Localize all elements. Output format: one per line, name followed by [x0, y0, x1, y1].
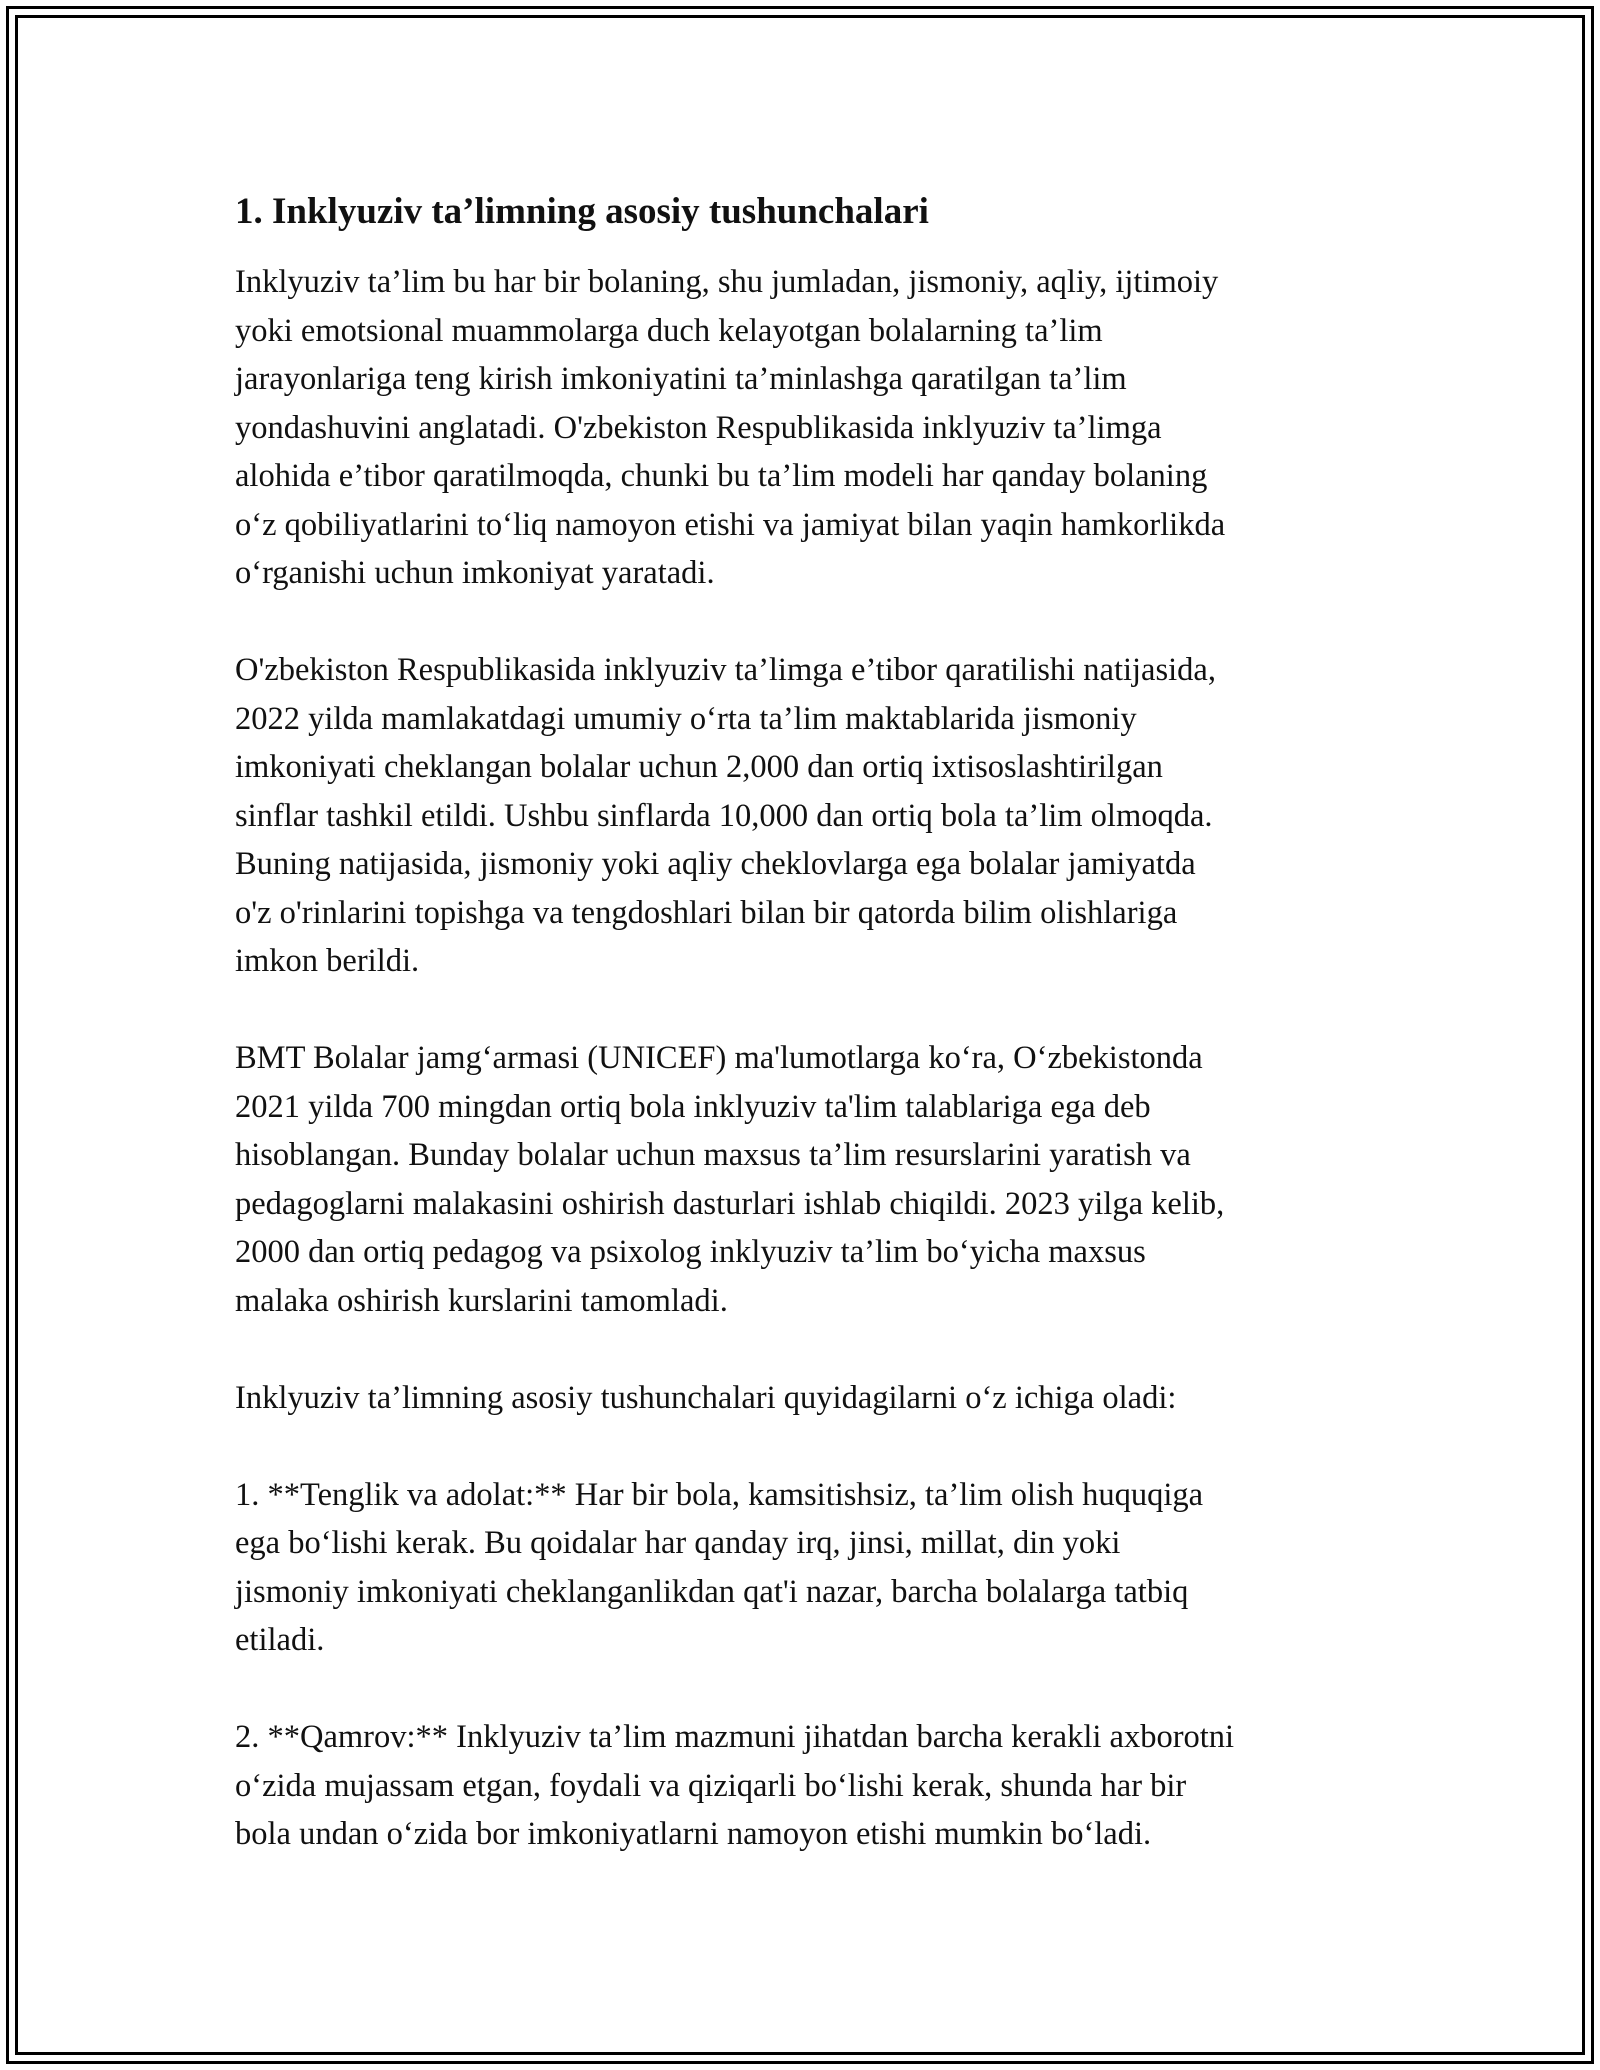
text-line: etiladi. — [235, 1622, 325, 1658]
document-body — [235, 188, 1385, 1907]
paragraph-unicef — [235, 1034, 1385, 1325]
text-line: 1. **Tenglik va adolat:** Har bir bola, kamsitishsiz, ta’lim olish huquqiga — [235, 1476, 1204, 1513]
text-line: Buning natijasida, jismoniy yoki aqliy cheklovlarga ega bolalar jamiyatda — [235, 846, 1196, 882]
text-line: 2. **Qamrov:** Inklyuziv ta’lim mazmuni jihatdan barcha kerakli axborotni — [235, 1719, 1235, 1755]
text-line: o‘z qobiliyatlarini to‘liq namoyon etishi va jamiyat bilan yaqin hamkorlikda — [235, 506, 1226, 543]
text-line: yoki emotsional muammolarga duch kelayotgan bolalarning ta’lim — [235, 312, 1103, 349]
text-line: o‘zida mujassam etgan, foydali va qiziqarli bo‘lishi kerak, shunda har bir — [235, 1767, 1187, 1804]
text-line: ega bo‘lishi kerak. Bu qoidalar har qanday irq, jinsi, millat, din yoki — [235, 1525, 1121, 1561]
text-line: BMT Bolalar jamg‘armasi (UNICEF) ma'lumotlarga ko‘ra, O‘zbekistonda — [235, 1040, 1203, 1076]
text-line: malaka oshirish kurslarini tamomladi. — [235, 1282, 728, 1319]
text-line: 2021 yilda 700 mingdan ortiq bola inklyuziv ta'lim talablariga ega deb — [235, 1088, 1151, 1125]
text-line: sinflar tashkil etildi. Ushbu sinflarda 10,000 dan ortiq bola ta’lim olmoqda. — [235, 797, 1213, 834]
section-heading: 1. Inklyuziv ta’limning asosiy tushunchalari — [235, 191, 929, 232]
text-line: alohida e’tibor qaratilmoqda, chunki bu ta’lim modeli har qanday bolaning — [235, 458, 1208, 494]
text-line: 2000 dan ortiq pedagog va psixolog inklyuziv ta’lim bo‘yicha maxsus — [235, 1234, 1146, 1270]
text-line: bola undan o‘zida bor imkoniyatlarni namoyon etishi mumkin bo‘ladi. — [235, 1816, 1152, 1852]
text-line: o‘rganishi uchun imkoniyat yaratadi. — [235, 555, 715, 591]
text-line: imkon berildi. — [235, 943, 420, 979]
text-line: pedagoglarni malakasini oshirish dasturlari ishlab chiqildi. 2023 yilga kelib, — [235, 1185, 1225, 1222]
text-line: Inklyuziv ta’limning asosiy tushunchalari quyidagilarni o‘z ichiga oladi: — [235, 1379, 1177, 1416]
text-line: yondashuvini anglatadi. O'zbekiston Respublikasida inklyuziv ta’limga — [235, 409, 1162, 446]
text-line: imkoniyati cheklangan bolalar uchun 2,000 dan ortiq ixtisoslashtirilgan — [235, 749, 1163, 785]
list-item-equality — [235, 1471, 1385, 1665]
text-line: Inklyuziv ta’lim bu har bir bolaning, shu jumladan, jismoniy, aqliy, ijtimoiy — [235, 264, 1219, 300]
text-line: jarayonlariga teng kirish imkoniyatini ta’minlashga qaratilgan ta’lim — [235, 361, 1127, 397]
text-line: 2022 yilda mamlakatdagi umumiy o‘rta ta’lim maktablarida jismoniy — [235, 700, 1137, 737]
paragraph-list-intro — [235, 1374, 1385, 1423]
text-line: o'z o'rinlarini topishga va tengdoshlari bilan bir qatorda bilim olishlariga — [235, 894, 1178, 931]
list-item-coverage — [235, 1713, 1385, 1859]
paragraph-intro — [235, 258, 1385, 598]
paragraph-statistics-2022 — [235, 646, 1385, 986]
text-line: O'zbekiston Respublikasida inklyuziv ta’limga e’tibor qaratilishi natijasida, — [235, 652, 1216, 688]
text-line: hisoblangan. Bunday bolalar uchun maxsus ta’lim resurslarini yaratish va — [235, 1137, 1191, 1173]
text-line: jismoniy imkoniyati cheklanganlikdan qat'i nazar, barcha bolalarga tatbiq — [235, 1573, 1189, 1610]
